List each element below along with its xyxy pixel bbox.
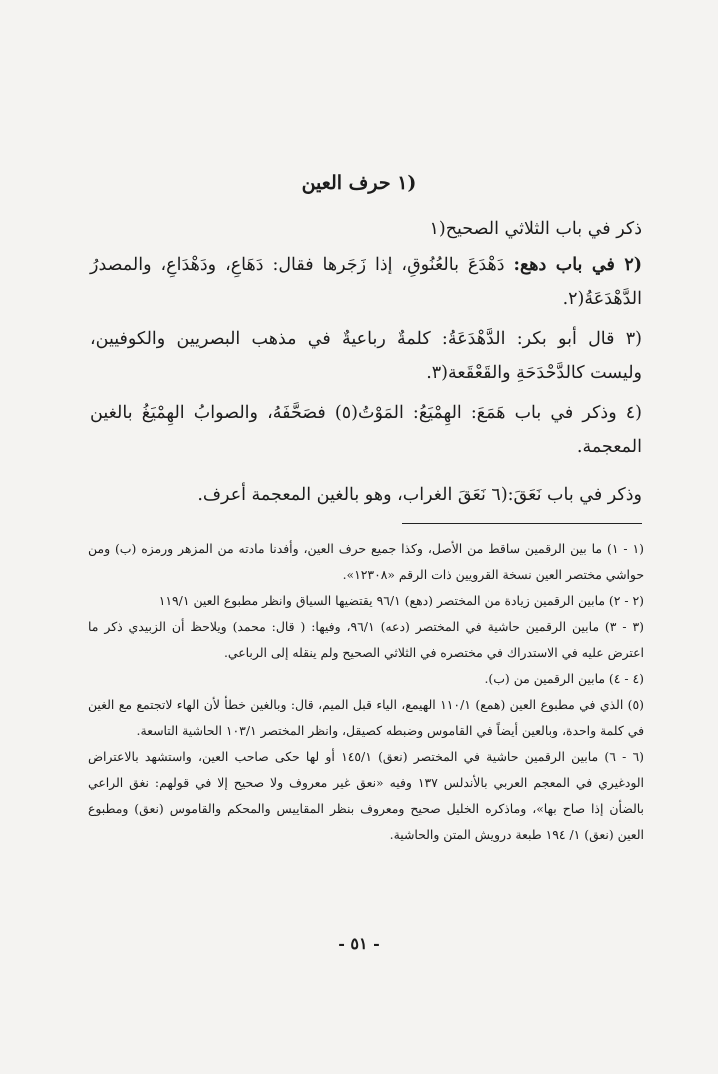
paragraph-2-lead: (٢ في باب دهع: — [513, 255, 643, 275]
paragraph-3 — [90, 322, 642, 390]
page-number: - ٥١ - — [338, 934, 380, 953]
footnote-separator — [402, 523, 642, 524]
paragraph-2-text: دَهْدَعَ بالعُنُوقِ، إذا زَجَرها فقال: دَهَاعِ، ودَهْدَاعِ، والمصدرُ الدَّهْدَعَةُ(٢. — [90, 255, 642, 309]
footnote-5: (٥) الذي في مطبوع العين (همع) ١١٠/١ الهيمع، الياء قبل الميم، قال: وبالغين خطأ لأن الهاء لاتجتمع مع الغين في كلمة واحدة، وبالعين أيضاً في القاموس وضبطه كصيقل، وانظر المختصر ١٠٣/١ الحاشية التاسعة. — [88, 697, 644, 738]
footnote-3: (٣ - ٣) مابين الرقمين حاشية في المختصر (دعه) ٩٦/١، وفيها: ( قال: محمد) ويلاحظ أن الزبيدي ذكر ما اعترض عليه في الاستدراك في مختصره في الثلاثي الصحيح ولم ينقله إلى الرباعي. — [88, 619, 644, 660]
footnote-4: (٤ - ٤) مابين الرقمين من (ب). — [484, 671, 644, 686]
paragraph-1-text: ذكر في باب الثلاثي الصحيح(١ — [429, 219, 642, 239]
paragraph-1 — [90, 212, 642, 246]
paragraph-4 — [90, 396, 642, 464]
paragraph-5 — [90, 478, 642, 512]
paragraph-2 — [90, 248, 642, 316]
footnotes — [88, 536, 644, 848]
footnote-6: (٦ - ٦) مابين الرقمين حاشية في المختصر (نعق) ١٤٥/١ أو لها حكى صاحب العين، واستشهد بالاعتراض الودغيري في المعجم العربي بالأندلس ١٣٧ وفيه «نعق غير معروف ولا صحيح إلا في قولهم: نغق الراعي بالضأن إذا صاح بها»، وماذكره الخليل صحيح ومعروف بنظر المقاييس والمحكم والقاموس (نعق) ومطبوع العين (نعق) ١/ ١٩٤ طبعة درويش المتن والحاشية. — [88, 749, 644, 842]
footnote-2: (٢ - ٢) مابين الرقمين زيادة من المختصر (دهع) ٩٦/١ يقتضيها السياق وانظر مطبوع العين ١١٩/١ — [158, 593, 644, 608]
paragraph-5-text: وذكر في باب نَعَقَ:(٦ نَعَقَ الغراب، وهو بالغين المعجمة أعرف. — [197, 485, 642, 505]
paragraph-3-text: (٣ قال أبو بكر: الدَّهْدَعَةُ: كلمةٌ رباعيةٌ في مذهب البصريين والكوفيين، وليست كالدَّحْدَحَةِ والقَعْقَعة(٣. — [90, 329, 642, 383]
chapter-title: (١ حرف العين — [301, 172, 417, 194]
footnote-1: (١ - ١) ما بين الرقمين ساقط من الأصل، وكذا جميع حرف العين، وأفدنا مادته من المزهر ورمزه (ب) ومن حواشي مختصر العين نسخة القرويين ذات الرقم «١٢٣٠٨». — [88, 541, 644, 582]
paragraph-4-text: (٤ وذكر في باب هَمَعَ: الهِمْيَعُ: المَوْتُ(٥) فصَحَّفَهُ، والصوابُ الهِمْيَغُ بالغين المعجمة. — [90, 403, 642, 457]
